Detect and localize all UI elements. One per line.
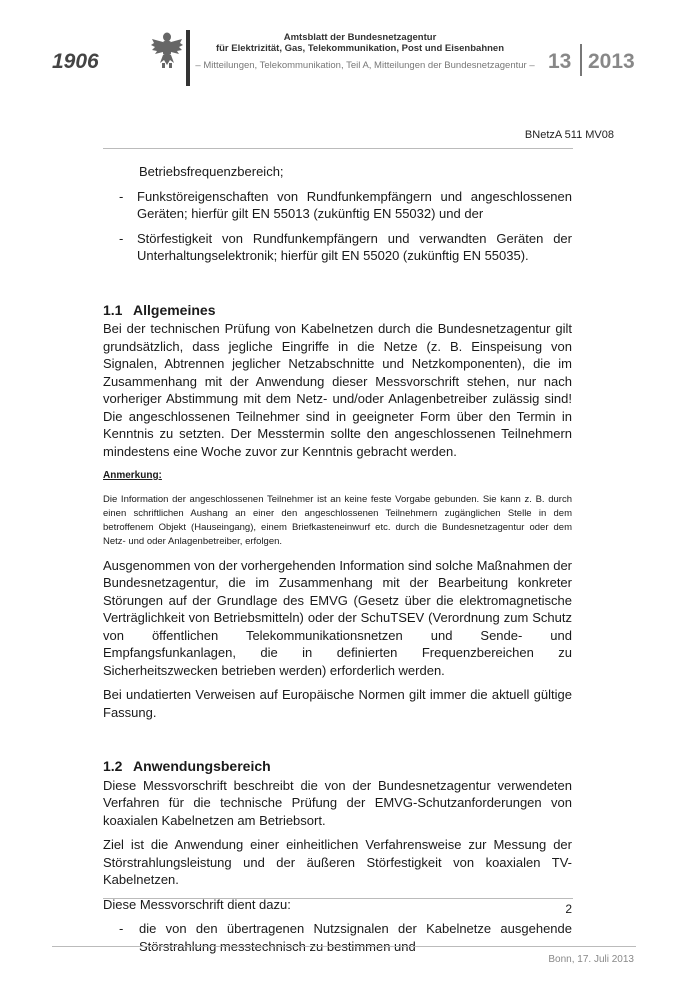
page-number-left: 1906: [52, 50, 99, 73]
note-label: Anmerkung:: [103, 470, 162, 481]
bullet-dash: -: [119, 188, 124, 204]
list-item: [103, 920, 572, 955]
page-content: [103, 163, 572, 962]
list-item-text: die von den übertragenen Nutzsignalen der Kabelnetze ausgehende Störstrahlung messtechnisch zu bestimmen und: [139, 921, 572, 954]
federal-eagle-icon: [150, 30, 184, 70]
footer-date: Bonn, 17. Juli 2013: [548, 954, 634, 965]
continuation-text: Betriebsfrequenzbereich;: [139, 164, 284, 179]
paragraph: Bei undatierten Verweisen auf Europäische Normen gilt immer die aktuell gültige Fassung.: [103, 687, 572, 720]
paragraph: Diese Messvorschrift beschreibt die von der Bundesnetzagentur verwendeten Verfahren für die technische Prüfung der EMVG-Schutzanforderungen von koaxialen Kabelnetzen am Betriebsort.: [103, 777, 572, 828]
paragraph: Bei der technischen Prüfung von Kabelnetzen durch die Bundesnetzagentur gilt grundsätzlich, dass jegliche Eingriffe in die Netze (z. B. Einspeisung von Signalen, Abtrennen jeglicher Netzabschnitte und Netzkomponenten), die im Zusammenhang mit der Anwendung dieser Messvorschrift stehen, nur nach vorheriger Abstimmung mit dem Netz- und/oder Anlagenbetreiber zulässig sind! Die angeschlossenen Teilnehmer sind in geeigneter Form über den Termin in Kenntnis zu setzten. Der Messtermin sollte den angeschlossenen Teilnehmern mindestens eine Woche zuvor zur Kenntnis gebracht werden.: [103, 321, 572, 459]
list-item: [103, 230, 572, 265]
section-title: Allgemeines: [133, 301, 216, 318]
header-rule: [103, 148, 573, 149]
footer-rule: [103, 898, 573, 899]
document-reference: BNetzA 511 MV08: [524, 129, 614, 141]
section-number: 1.1: [103, 301, 123, 318]
bullet-dash: -: [119, 921, 124, 936]
issue-year: 2013: [588, 50, 635, 73]
gazette-title-line2: für Elektrizität, Gas, Telekommunikation, Post und Eisenbahnen: [215, 43, 505, 54]
gazette-subtitle: – Mitteilungen, Telekommunikation, Teil A, Mitteilungen der Bundesnetzagentur –: [195, 60, 535, 71]
bullet-dash: -: [119, 230, 124, 246]
list-item-text: Störfestigkeit von Rundfunkempfängern und verwandten Geräten der Unterhaltungselektronik; hierfür gilt EN 55020 (zukünftig EN 55035).: [137, 230, 572, 263]
paragraph: Ausgenommen von der vorhergehenden Information sind solche Maßnahmen der Bundesnetzagentur, die im Zusammenhang mit der Bearbeitung konkreter Störungen auf der Grundlage des EMVG (Gesetz über die elektromagnetische Verträglichkeit von Betriebsmitteln) oder der SchuTSEV (Verordnung zum Schutz von öffentlichen Telekommunikationsnetzen und Sende- und Empfangsfunkanlagen, die in definierten Frequenzbereichen zu Sicherheitszwecken betrieben werden) erforderlich werden.: [103, 557, 572, 678]
bottom-rule: [52, 946, 636, 947]
list-item-text: Funkstöreigenschaften von Rundfunkempfängern und angeschlossenen Geräten; hierfür gilt EN 55013 (zukünftig EN 55032) und der: [137, 188, 572, 221]
list-item: [103, 188, 572, 223]
page-number: 2: [565, 902, 572, 916]
gazette-title: [195, 32, 525, 54]
section-number: 1.2: [103, 758, 123, 774]
issue-number: 13: [548, 50, 572, 73]
paragraph: Ziel ist die Anwendung einer einheitlichen Verfahrensweise zur Messung der Störstrahlungsleistung und der äußeren Störfestigkeit von koaxialen TV-Kabelnetzen.: [103, 837, 572, 887]
section-heading-1-2: [103, 758, 572, 776]
gazette-title-line1: Amtsblatt der Bundesnetzagentur: [283, 32, 437, 43]
section-title: Anwendungsbereich: [133, 758, 271, 774]
note-text: Die Information der angeschlossenen Teilnehmer ist an keine feste Vorgabe gebunden. Sie kann z. B. durch einen schriftlichen Aushang an einer den angeschlossenen Teilnehmern zugänglichen Stelle in dem betroffenem Objekt (Hauseingang), einem Briefkasteneinwurf etc. durch die Bundesnetzagentur oder dem Netz- und oder Anlagenbetreiber, erfolgen.: [103, 493, 572, 547]
issue-divider: [580, 44, 582, 76]
paragraph: Diese Messvorschrift dient dazu:: [103, 896, 291, 912]
header-divider: [186, 30, 190, 86]
section-heading-1-1: [103, 302, 572, 320]
